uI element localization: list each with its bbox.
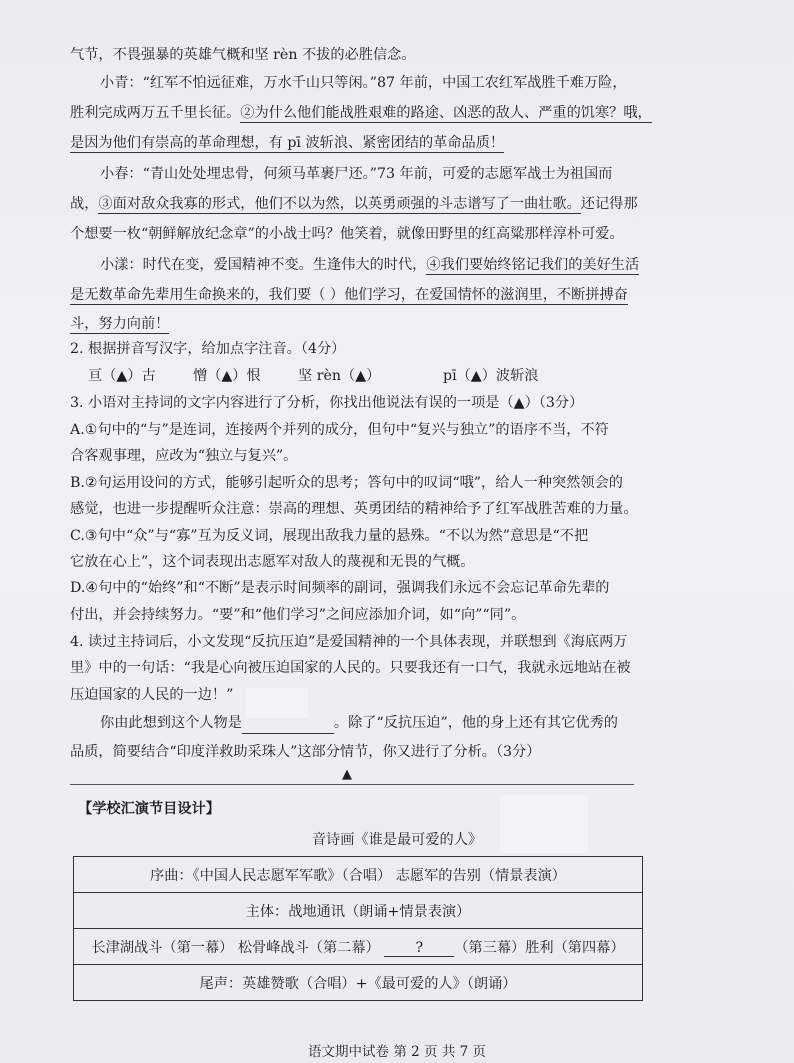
option-a: 合客观事理，应改为“独立与复兴”。: [70, 448, 298, 464]
passage-line: 气节，不畏强暴的英雄气概和坚 rèn 不拔的必胜信念。: [70, 47, 416, 63]
fill-blank[interactable]: ?: [384, 940, 454, 957]
passage-line: 个想要一枚“朝鲜解放纪念章”的小战士吗？他笑着，就像田野里的红高粱那样淳朴可爱。: [70, 226, 624, 242]
underlined-sentence-4: 是无数革命先辈用生命换来的，我们要（ ）他们学习，在爱国情怀的滋润里，不断拼搏奋: [70, 287, 628, 303]
table-row: 尾声：英雄赞歌（合唱）+《最可爱的人》（朗诵）: [74, 965, 643, 1001]
q2-item-2: 憎（▲）恨: [193, 368, 261, 384]
passage-line: [70, 313, 754, 335]
text-segment: 。除了“反抗压迫”，他的身上还有其它优秀的: [333, 715, 618, 731]
answer-line: [70, 784, 634, 785]
text-segment: 胜利完成两万五千里长征。: [70, 105, 241, 121]
answer-blank[interactable]: [242, 717, 334, 734]
q2-item-3: 坚 rèn（▲）: [298, 368, 381, 384]
question-4-text: 4. 读过主持词后，小文发现“反抗压迫”是爱国精神的一个具体表现，并联想到《海底两万: [70, 634, 628, 650]
passage-line: [70, 132, 754, 154]
passage-line: [70, 102, 754, 124]
text-segment: 长津湖战斗（第一幕） 松骨峰战斗（第二幕）: [91, 939, 380, 956]
passage-line: [70, 284, 754, 306]
underlined-sentence-2: ②为什么他们能战胜艰难的路途、凶恶的敌人、严重的饥寒？哦，: [240, 105, 652, 121]
passage-line: 小青：“红军不怕远征难，万水千山只等闲。”87 年前，中国工农红军战胜千难万险，: [100, 75, 627, 91]
option-c: C.③句中“众”与“寡”互为反义词，展现出敌我力量的悬殊。“不以为然”意思是“不把: [70, 528, 589, 544]
program-table: [73, 856, 643, 1001]
section-heading: 【学校汇演节目设计】: [78, 801, 220, 817]
question-4-text: 品质，简要结合“印度洋救助采珠人”这部分情节，你又进行了分析。（3分）: [70, 744, 541, 760]
table-row: [74, 929, 643, 965]
table-row: 序曲：《中国人民志愿军军歌》（合唱） 志愿军的告别（情景表演）: [74, 857, 643, 893]
question-4-text: 里》中的一句话：“我是心向被压迫国家的人民的。只要我还有一口气，我就永远地站在被: [70, 660, 631, 676]
q2-item-1: 亘（▲）古: [88, 368, 156, 384]
text-segment: 战，: [70, 196, 99, 212]
passage-line: 小春：“青山处处埋忠骨，何须马革裹尸还。”73 年前，可爱的志愿军战士为祖国而: [100, 166, 613, 182]
passage-line: [70, 193, 754, 215]
underlined-sentence-2: 是因为他们有崇高的革命理想，有 pī 波斩浪、紧密团结的革命品质！: [70, 135, 505, 151]
underlined-sentence-4: ④我们要始终铭记我们的美好生活: [426, 257, 640, 273]
option-b: B.②句运用设问的方式，能够引起听众的思考；答句中的叹词“哦”，给人一种突然领会的: [70, 475, 623, 491]
text-segment: 你由此想到这个人物是: [100, 715, 242, 731]
answer-triangle-mark: ▲: [342, 767, 352, 782]
question-4-text: 压迫国家的人民的一边！”: [70, 687, 234, 703]
question-3-stem: 3. 小语对主持词的文字内容进行了分析，你找出他说法有误的一项是（▲）（3分）: [70, 395, 584, 411]
option-a: A.①句中的“与”是连词，连接两个并列的成分，但句中“复兴与独立”的语序不当，不符: [70, 422, 609, 438]
text-segment: 小漾：时代在变，爱国精神不变。生逢伟大的时代，: [100, 257, 427, 273]
redaction-patch: [500, 795, 588, 853]
underlined-sentence-4: 斗，努力向前！: [70, 316, 170, 332]
passage-line: [100, 254, 754, 276]
question-2-items: [88, 365, 754, 387]
option-b: 感觉，也进一步提醒听众注意：崇高的理想、英勇团结的精神给予了红军战胜苦难的力量。: [70, 501, 638, 517]
question-4-text: [100, 712, 754, 734]
question-2-stem: 2. 根据拼音写汉字，给加点字注音。（4分）: [70, 341, 346, 357]
text-segment: 还记得那: [580, 196, 638, 212]
text-segment: （第三幕）胜利（第四幕）: [454, 939, 625, 956]
underlined-sentence-3: ③面对敌众我寡的形式，他们不以为然，以英勇顽强的斗志谱写了一曲壮歌。: [98, 196, 581, 212]
table-row: 主体：战地通讯（朗诵+情景表演）: [74, 893, 643, 929]
q2-item-4: pī（▲）波斩浪: [443, 368, 539, 384]
option-d: 付出，并会持续努力。“要”和“他们学习”之间应添加介词，如“向”“同”。: [70, 607, 526, 623]
option-d: D.④句中的“始终”和“不断”是表示时间频率的副词，强调我们永远不会忘记革命先辈的: [70, 580, 610, 596]
page-footer: 语文期中试卷 第 2 页 共 7 页: [308, 1044, 486, 1060]
option-c: 它放在心上”，这个词表现出志愿军对敌人的蔑视和无畏的气概。: [70, 554, 475, 570]
program-title: 音诗画《谁是最可爱的人》: [311, 832, 483, 848]
